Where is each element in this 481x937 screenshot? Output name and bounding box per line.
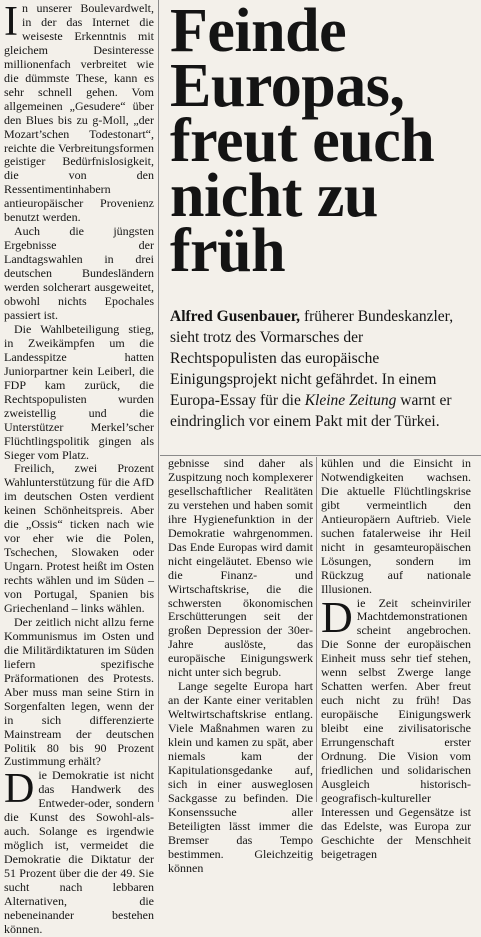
column-divider	[158, 0, 159, 802]
drop-cap: I	[4, 0, 18, 45]
article-headline	[170, 0, 475, 285]
paragraph-text: ie Zeit scheinviriler Machtdemonstrationen scheint angebrochen. Die Sonne der europäischen Einheit muss sehr tief stehen, wenn selbst Zwerge lange Schatten werfen. Aber freut euch nicht zu früh! Das europäische Einigungswerk bleibt eine zivilisatorische Errungenschaft erster Ordnung. Die Vision vom friedlichen und solidarischen Ausgleich historisch-geografisch-kultureller Interessen und Gegensätze ist das Edelste, was Europa zur Geschichte der Menschheit beigetragen	[321, 595, 471, 861]
headline-line: früh	[170, 217, 286, 285]
lead-text: warnt er eindringlich vor einem Pakt mit der Türkei.	[170, 392, 452, 430]
paragraph	[321, 592, 471, 862]
column-divider	[316, 457, 317, 802]
left-text-column	[4, 0, 154, 936]
headline-line: nicht zu	[170, 162, 378, 230]
author-name: Alfred Gusenbauer,	[170, 308, 301, 325]
paragraph: Die Wahlbeteiligung stieg, in Zweikämpfen um die Landesspitze hatten Juniorpartner kein Leiberl, die FDP kam zurück, die Rechtspopulisten wurden zweistellig und die Unterstützer Merkel’scher Flüchtlingspolitik gingen als Sieger vom Platz.	[4, 321, 154, 462]
headline-line: freut euch	[170, 107, 435, 175]
paragraph-text: ie Demokratie ist nicht das Handwerk des Entweder-oder, sondern die Kunst des Sowohl-als-auch. Solange es irgendwie möglich ist, vermeidet die Demokratie die Diktatur der 51 Prozent über die der 49. Sie sucht nach lebbaren Alternativen, die nebeneinander bestehen können.	[4, 768, 154, 936]
article-lead	[170, 306, 473, 432]
paragraph	[4, 2, 154, 225]
paragraph: Lange segelte Europa hart an der Kante einer veritablen Weltwirtschaftskrise entlang. Viele Maßnahmen waren zu klein und kamen zu spät, aber niemals kam der Kapitulationsgedanke auf, sich in einer ausweglosen Sackgasse zu befinden. Die Konsenssuche aller Beteiligten lässt immer die Bremser das Tempo bestimmen. Gleichzeitig können	[168, 679, 313, 875]
paragraph: gebnisse sind daher als Zuspitzung noch komplexerer gesellschaftlicher Realitäten zu verstehen und haben somit ihre Hygienefunktion in der Demokratie wahrgenommen. Das Ende Europas wird damit nicht eingeläutet. Ebenso wie die Finanz- und Wirtschaftskrise, die die schwersten ökonomischen Erschütterungen seit der großen Depression der 30er-Jahre auslöste, das europäische Einigungswerk nicht unter sich begrub.	[168, 456, 313, 680]
publication-name: Kleine Zeitung	[304, 392, 397, 409]
paragraph: Freilich, zwei Prozent Wahlunterstützung für die AfD im deutschen Osten verdient keinen Schönheitspreis. Aber die „Ossis“ ticken nach wie vor eher wie die Polen, Tschechen, Slowaken oder Ungarn. Protest heißt im Osten rechts wählen und im Süden – von Portugal, Spanien bis Griechenland – links wählen.	[4, 461, 154, 615]
paragraph	[4, 766, 154, 936]
paragraph: Auch die jüngsten Ergebnisse der Landtagswahlen in drei deutschen Bundesländern werden solcherart ausgeweitet, obwohl nichts Epochales passiert ist.	[4, 224, 154, 322]
headline-line: Europas,	[170, 52, 405, 120]
headline-line: Feinde	[170, 0, 347, 65]
drop-cap: D	[4, 766, 35, 813]
paragraph-text: n unserer Boulevardwelt, in der das Internet die weiseste Erkenntnis mit gleichem Desinteresse millionenfach verbreitet wie die dümmste These, kann es sehr schnell gehen. Vom allgemeinen „Gesudere“ über den Blues bis zu g-Moll, „der Mozart’schen Todestonart“, reichte die Verbreitungsformen geistiger Bedürfnislosigkeit, die von den Ressentimentinhabern antieuropäischer Provenienz benutzt werden.	[4, 1, 154, 225]
paragraph: Der zeitlich nicht allzu ferne Kommunismus im Osten und die Militärdiktaturen im Süden liefern spezifische Präformationen des Protests. Aber muss man seine Stirn in Sorgenfalten legen, wenn der in sich differenzierte Mainstream der deutschen Politik 80 bis 90 Prozent Zustimmung erhält?	[4, 614, 154, 769]
lead-text: früherer Bundeskanzler, sieht trotz des Vormarsches der Rechtspopulisten das europäische Einigungsprojekt nicht gefährdet. In einem Europa-Essay für die	[170, 308, 454, 409]
right-text-column	[321, 456, 471, 861]
middle-text-column	[168, 456, 313, 875]
drop-cap: D	[321, 592, 353, 642]
paragraph: kühlen und die Einsicht in Notwendigkeiten wachsen. Die aktuelle Flüchtlingskrise gibt vermeintlich den Antieuropäern Auftrieb. Viele suchen fatalerweise ihr Heil nicht in gesamteuropäischen Lösungen, sondern im Rückzug auf nationale Illusionen.	[321, 456, 471, 596]
